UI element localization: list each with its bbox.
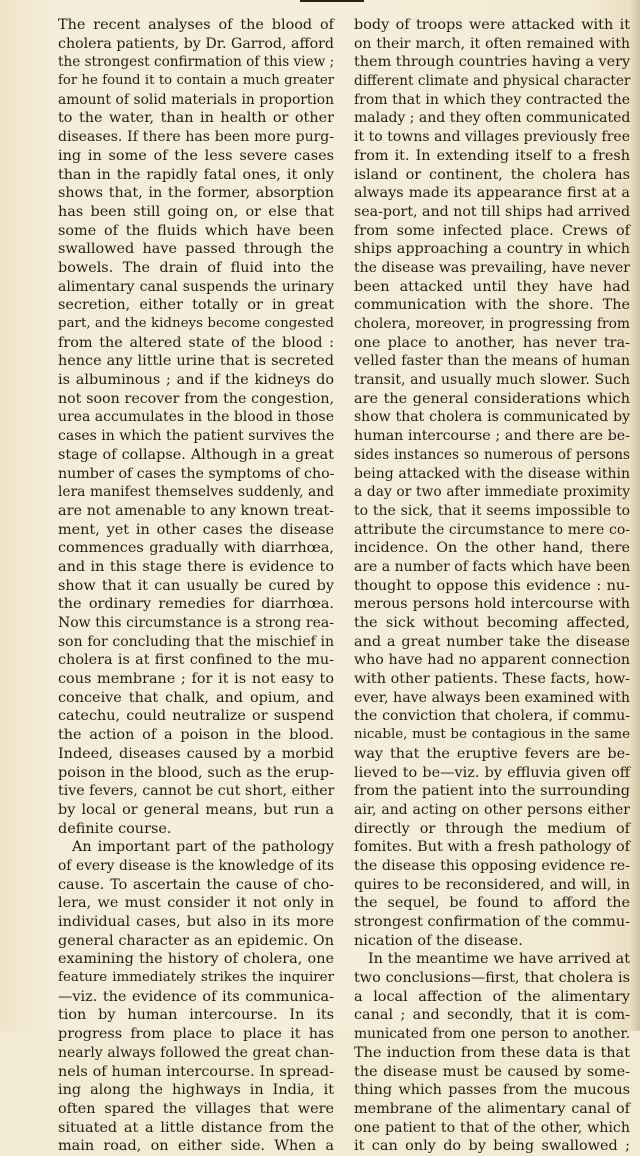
text-line: conceive that chalk, and opium, and	[58, 689, 334, 706]
text-line: the conviction that cholera, if commu-	[354, 708, 630, 725]
text-line: stage of collapse. Although in a great	[58, 446, 334, 463]
text-line: different climate and physical character	[354, 73, 631, 90]
text-line: the sick without becoming affected,	[354, 615, 630, 631]
text-line: from the altered state of the blood :	[58, 334, 334, 351]
text-line: some of the fluids which have been	[58, 222, 334, 239]
text-line: An important part of the pathology	[72, 839, 334, 856]
text-line: being attacked with the disease within	[354, 465, 630, 482]
text-line: nicable, must be contagious in the same	[354, 727, 630, 743]
text-line: attribute the circumstance to mere co-	[354, 521, 630, 538]
text-line: quires to be reconsidered, and will, in	[354, 876, 630, 893]
text-line: malady ; and they often communicated	[354, 110, 631, 127]
text-line: and in this stage there is evidence to	[58, 558, 334, 575]
page-edge-shadow	[630, 0, 640, 1031]
text-line: has been still going on, or else that	[58, 203, 334, 220]
top-rule	[300, 0, 364, 2]
text-line: incidence. On the other hand, there	[354, 540, 630, 557]
text-line: always made its appearance first at a	[354, 185, 630, 202]
text-line: the disease must be caused by some-	[354, 1063, 630, 1080]
text-line: amount of solid materials in proportion	[58, 91, 334, 108]
text-line: Indeed, diseases caused by a morbid	[58, 745, 334, 762]
text-line: lieved to be—viz. by effluvia given off	[354, 764, 630, 781]
text-line: secretion, either totally or in great	[58, 297, 334, 314]
text-line: directly or through the medium of	[354, 820, 630, 837]
text-line: the disease was prevailing, have never	[354, 259, 630, 276]
text-line: them through countries having a very	[354, 54, 631, 71]
text-line: and a great number take the disease	[354, 633, 630, 650]
text-line: cholera, moreover, in progressing from	[354, 316, 630, 332]
text-line: from that in which they contracted the	[354, 91, 630, 108]
text-line: the ordinary remedies for diarrhœa.	[58, 596, 334, 613]
text-line: it can only do by being swallowed ;	[354, 1138, 630, 1155]
text-line: alimentary canal suspends the urinary	[58, 278, 334, 295]
text-line: diseases. If there has been more purg-	[58, 129, 334, 146]
text-line: swallowed have passed through the	[58, 241, 334, 258]
text-line: main road, on either side. When a	[58, 1138, 334, 1155]
text-line: situated at a little distance from the	[58, 1119, 334, 1136]
left-text-column	[58, 16, 334, 1156]
text-line: velled faster than the means of human	[354, 353, 630, 370]
text-line: —viz. the evidence of its communica-	[58, 988, 334, 1005]
text-line: number of cases the symptoms of cho-	[58, 465, 335, 482]
text-line: lera manifest themselves suddenly, and	[58, 484, 334, 501]
text-line: poison in the blood, such as the erup-	[58, 764, 334, 781]
text-line: ships approaching a country in which	[354, 241, 630, 258]
text-line: ing in some of the less severe cases	[58, 147, 334, 164]
text-line: is albuminous ; and if the kidneys do	[58, 372, 334, 389]
text-line: from the patient into the surrounding	[354, 783, 630, 800]
text-line: on their march, it often remained with	[354, 35, 630, 52]
text-line: fomites. But with a fresh pathology of	[354, 839, 630, 856]
text-line: Now this circumstance is a strong rea-	[58, 615, 334, 631]
text-line: cous membrane ; for it is not easy to	[58, 671, 334, 688]
text-line: definite course.	[58, 820, 172, 837]
text-line: one place to another, has never tra-	[354, 334, 630, 351]
text-line: thought to oppose this evidence : nu-	[354, 577, 630, 594]
text-line: tive fevers, cannot be cut short, either	[58, 783, 335, 800]
text-line: than in the rapidly fatal ones, it only	[58, 166, 334, 183]
text-line: urea accumulates in the blood in those	[58, 409, 335, 426]
text-line: canal ; and secondly, that it is com-	[354, 1007, 630, 1024]
text-line: progress from place to place it has	[58, 1026, 334, 1043]
text-line: son for concluding that the mischief in	[58, 633, 334, 650]
text-line: transit, and usually much slower. Such	[354, 372, 630, 389]
text-line: bowels. The drain of fluid into the	[58, 259, 334, 276]
text-line: cholera patients, by Dr. Garrod, afford	[58, 35, 334, 52]
text-line: The induction from these data is that	[354, 1044, 630, 1061]
text-line: to the water, than in health or other	[58, 110, 334, 127]
text-line: nearly always followed the great chan-	[58, 1044, 334, 1061]
text-line: shows that, in the former, absorption	[58, 185, 334, 202]
text-line: catechu, could neutralize or suspend	[58, 708, 334, 725]
text-line: nels of human intercourse. In spread-	[58, 1063, 334, 1080]
text-line: ever, have always been examined with	[354, 689, 630, 706]
text-line: for he found it to contain a much greater	[58, 73, 334, 89]
text-line: merous persons hold intercourse with	[354, 596, 630, 613]
text-line: one patient to that of the other, which	[354, 1119, 630, 1136]
text-line: the disease this opposing evidence re-	[354, 857, 630, 874]
text-line: human intercourse ; and there are be-	[354, 428, 630, 445]
text-line: with other patients. These facts, how-	[354, 671, 630, 688]
text-line: are the general considerations which	[354, 390, 630, 407]
text-line: communication with the shore. The	[354, 297, 630, 314]
text-line: not soon recover from the congestion,	[58, 390, 334, 407]
text-line: by local or general means, but run a	[58, 801, 334, 818]
text-line: general character as an epidemic. On	[58, 932, 334, 949]
text-line: lera, we must consider it not only in	[58, 895, 334, 912]
text-line: thing which passes from the mucous	[354, 1082, 630, 1099]
text-line: are not amenable to any known treat-	[58, 502, 334, 519]
text-line: of every disease is the knowledge of its	[58, 857, 334, 874]
text-line: commences gradually with diarrhœa,	[58, 540, 334, 557]
text-line: the strongest confirmation of this view ;	[58, 54, 335, 71]
text-line: strongest confirmation of the commu-	[354, 914, 630, 930]
text-line: membrane of the alimentary canal of	[354, 1100, 630, 1117]
text-line: the action of a poison in the blood.	[58, 727, 334, 744]
text-line: who have had no apparent connection	[354, 652, 630, 669]
text-line: ment, yet in other cases the disease	[58, 521, 334, 538]
right-text-column	[354, 16, 630, 1156]
text-line: sides instances so numerous of persons	[354, 446, 630, 463]
text-line: municated from one person to another.	[354, 1026, 630, 1043]
text-line: island or continent, the cholera has	[354, 166, 630, 183]
text-line: tion by human intercourse. In its	[58, 1007, 334, 1024]
text-line: two conclusions—first, that cholera is	[354, 970, 630, 987]
text-line: show that cholera is communicated by	[354, 409, 630, 426]
text-line: sea-port, and not till ships had arrived	[354, 203, 631, 220]
text-line: it to towns and villages previously free	[354, 129, 630, 146]
text-line: show that it can usually be cured by	[58, 577, 334, 594]
text-line: a local affection of the alimentary	[354, 988, 630, 1005]
text-line: cholera is at first confined to the mu-	[58, 652, 334, 669]
text-line: the sequel, be found to afford the	[354, 895, 630, 912]
text-line: cases in which the patient survives the	[58, 428, 335, 445]
text-line: been attacked until they have had	[354, 278, 630, 295]
text-line: individual cases, but also in its more	[58, 914, 334, 930]
text-line: The recent analyses of the blood of	[58, 17, 334, 33]
text-line: examining the history of cholera, one	[58, 951, 334, 968]
text-line: way that the eruptive fevers are be-	[354, 745, 630, 762]
text-line: hence any little urine that is secreted	[58, 353, 334, 370]
text-line: a day or two after immediate proximity	[354, 484, 630, 501]
text-line: In the meantime we have arrived at	[368, 951, 630, 968]
text-line: feature immediately strikes the inquirer	[58, 970, 334, 986]
text-line: are a number of facts which have been	[354, 558, 631, 575]
text-line: part, and the kidneys become congested	[58, 316, 334, 331]
text-line: body of troops were attacked with it	[354, 17, 630, 33]
text-line: from some infected place. Crews of	[354, 222, 630, 239]
text-line: ing along the highways in India, it	[58, 1082, 334, 1099]
text-line: from it. In extending itself to a fresh	[354, 147, 630, 164]
text-line: often spared the villages that were	[58, 1100, 334, 1117]
text-line: air, and acting on other persons either	[354, 801, 630, 818]
text-line: cause. To ascertain the cause of cho-	[58, 876, 334, 893]
text-line: to the sick, that it seems impossible to	[354, 502, 630, 519]
text-line: nication of the disease.	[354, 932, 523, 949]
